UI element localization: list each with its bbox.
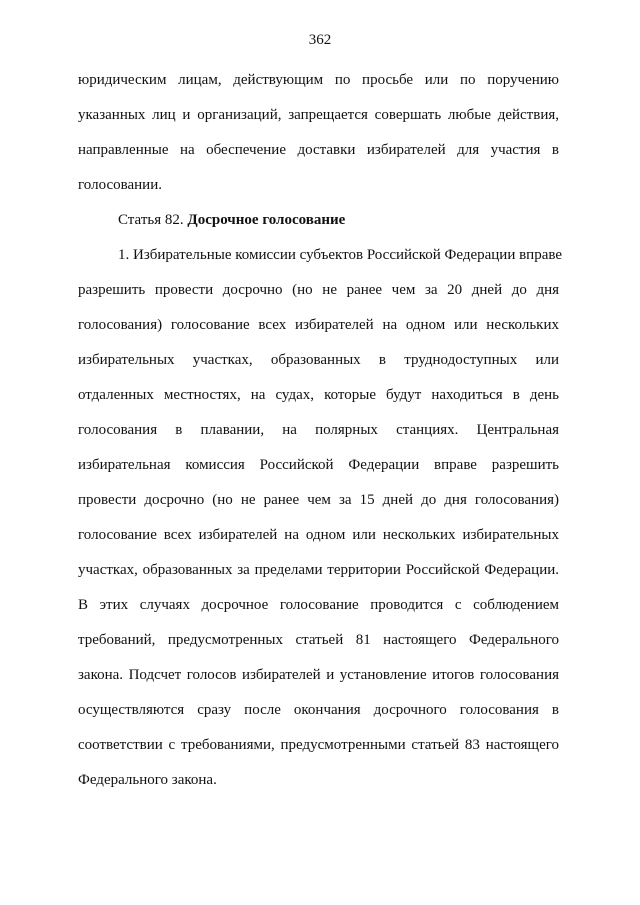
paragraph-line: 1. Избирательные комиссии субъектов Российской Федерации вправе <box>118 247 563 263</box>
paragraph-line: указанных лиц и организаций, запрещается совершать любые действия, <box>78 107 559 123</box>
paragraph-line: осуществляются сразу после окончания досрочного голосования в <box>78 702 559 718</box>
article-title: Досрочное голосование <box>187 212 346 228</box>
paragraph-line: избирательных участках, образованных в труднодоступных или <box>78 352 559 368</box>
paragraph-line: направленные на обеспечение доставки избирателей для участия в <box>78 142 559 158</box>
paragraph-line: разрешить провести досрочно (но не ранее чем за 20 дней до дня <box>78 282 559 298</box>
page-number: 362 <box>308 32 332 48</box>
paragraph-line: провести досрочно (но не ранее чем за 15 дней до дня голосования) <box>78 492 559 508</box>
paragraph-line: голосования) голосование всех избирателей на одном или нескольких <box>78 317 559 333</box>
article-heading <box>118 210 559 230</box>
paragraph-line: требований, предусмотренных статьей 81 настоящего Федерального <box>78 632 559 648</box>
paragraph-line: избирательная комиссия Российской Федерации вправе разрешить <box>78 457 559 473</box>
paragraph-line: голосовании. <box>78 177 162 193</box>
paragraph-line: участках, образованных за пределами территории Российской Федерации. <box>78 562 559 578</box>
paragraph-line: закона. Подсчет голосов избирателей и установление итогов голосования <box>78 667 559 683</box>
paragraph-line: Федерального закона. <box>78 772 217 788</box>
article-number: Статья 82. <box>118 212 188 228</box>
paragraph-line: голосование всех избирателей на одном или нескольких избирательных <box>78 527 559 543</box>
paragraph-line: голосования в плавании, на полярных станциях. Центральная <box>78 422 559 438</box>
paragraph-line: соответствии с требованиями, предусмотренными статьей 83 настоящего <box>78 737 559 753</box>
paragraph-line: В этих случаях досрочное голосование проводится с соблюдением <box>78 597 559 613</box>
paragraph-line: юридическим лицам, действующим по просьбе или по поручению <box>78 72 559 88</box>
paragraph-line: отдаленных местностях, на судах, которые будут находиться в день <box>78 387 559 403</box>
